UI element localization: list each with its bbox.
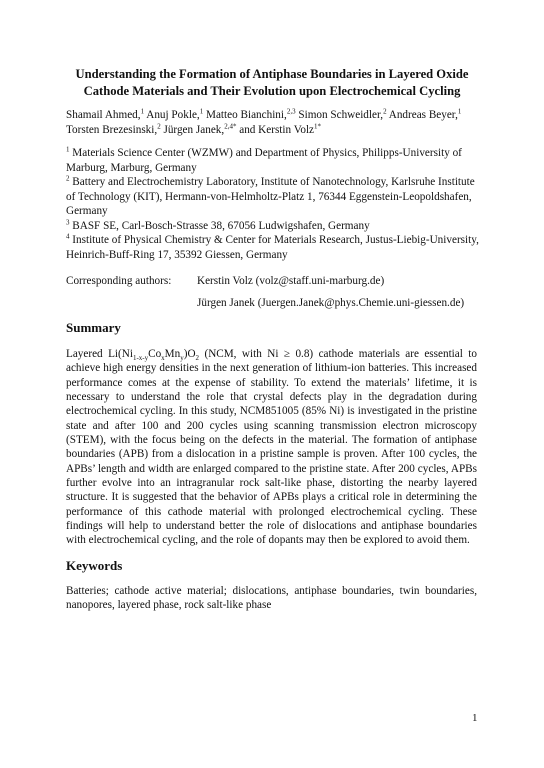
author: Jürgen Janek,$^{2,4*}$ — [160, 121, 237, 136]
author: Shamail Ahmed,$^1$ — [66, 107, 145, 121]
corresponding-authors — [66, 274, 486, 318]
author-list — [66, 108, 486, 137]
corresponding-author-2: Jürgen Janek (Juergen.Janek@phys.Chemie.uni-giessen.de) — [197, 297, 465, 309]
keywords-heading: Keywords — [66, 558, 123, 573]
author: Torsten Brezesinski,$^2$ — [66, 121, 161, 136]
keywords-text: Batteries; cathode active material; dislocations, antiphase boundaries, twin boundaries, nanopores, layered phase, rock salt-like phase — [66, 585, 477, 612]
author: and Kerstin Volz$^{1*}$ — [236, 121, 322, 136]
affiliation-4: $^4$ Institute of Physical Chemistry & Center for Materials Research, Justus-Liebig-University, Heinrich-Buff-Ring 17, 35392 Giessen, Germany — [66, 232, 479, 261]
affiliation-1: $^1$ Materials Science Center (WZMW) and Department of Physics, Philipps-University of Marburg, Marburg, Germany — [66, 145, 462, 174]
summary-paragraph: Layered $Li(Ni_{1-x-y}Co_xMn_y)O_2$ (NCM, with Ni ≥ 0.8) cathode materials are essential to achieve high energy densities in the next generation of lithium-ion batteries. This increased performance comes at the expense of stability. To extend the materials’ lifetime, it is necessary to understand the role that crystal defects play in the degradation during electrochemical cycling. In this study, NCM851005 (85% Ni) is investigated in the pristine state and after 100 and 200 cycles using scanning transmission electron microscopy (STEM), with the focus being on the defects in the material. The formation of antiphase boundaries (APB) from a dislocation in a pristine sample is proven. After 100 cycles, the APBs’ length and width are enlarged compared to the pristine state. After 200 cycles, APBs further evolve into an intragranular rock salt-like phase, distorting the nearby layered structure. It is suggested that the behavior of APBs plays a critical role in determining the performance of this cathode material with prolonged electrochemical cycling. These findings will help to understand better the role of dislocations and antiphase boundaries with electrochemical cycling, and the role of dopants may then be explored to avoid them. — [66, 348, 478, 547]
corresponding-label: Corresponding authors: — [66, 275, 172, 287]
author: Anuj Pokle,$^1$ — [144, 107, 204, 121]
paper-title — [40, 66, 504, 100]
author: Simon Schweidler,$^2$ — [295, 107, 387, 121]
corresponding-author-1: Kerstin Volz (volz@staff.uni-marburg.de) — [197, 275, 385, 287]
author: Andreas Beyer,$^1$ — [386, 107, 462, 121]
affiliation-2: $^2$ Battery and Electrochemistry Laboratory, Institute of Nanotechnology, Karlsruhe Institute of Technology (KIT), Hermann-von-Helmholtz-Platz 1, 76344 Eggenstein-Leopoldshafen, Germany — [66, 174, 475, 217]
title-line-1: Understanding the Formation of Antiphase Boundaries in Layered Oxide — [75, 67, 469, 81]
affiliation-3: $^3$ BASF SE, Carl-Bosch-Strasse 38, 67056 Ludwigshafen, Germany — [66, 217, 370, 232]
page-number: 1 — [472, 712, 478, 724]
author: Matteo Bianchini,$^{2,3}$ — [203, 107, 296, 121]
affiliation-list — [66, 146, 486, 262]
summary-heading: Summary — [66, 320, 121, 335]
title-line-2: Cathode Materials and Their Evolution upon Electrochemical Cycling — [83, 84, 461, 98]
